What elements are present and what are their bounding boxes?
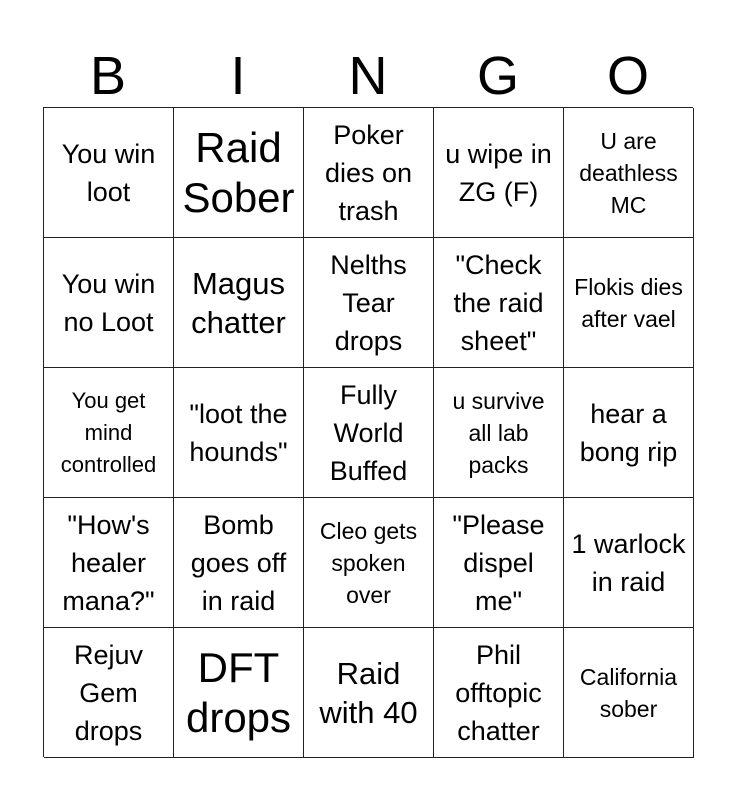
bingo-cell-text: Rejuv Gem drops	[73, 639, 144, 746]
bingo-cell[interactable]	[304, 108, 434, 238]
bingo-cell-text: Fully World Buffed	[329, 379, 408, 486]
bingo-cell[interactable]	[44, 108, 174, 238]
bingo-cell-text: "Check the raid sheet"	[453, 249, 544, 356]
bingo-cell[interactable]	[434, 238, 564, 368]
bingo-cell[interactable]	[174, 628, 304, 758]
bingo-cell[interactable]	[304, 628, 434, 758]
bingo-cell[interactable]	[434, 368, 564, 498]
bingo-cell[interactable]	[44, 498, 174, 628]
bingo-cell[interactable]	[434, 498, 564, 628]
bingo-cell[interactable]	[434, 108, 564, 238]
bingo-cell[interactable]	[44, 628, 174, 758]
bingo-cell[interactable]	[174, 108, 304, 238]
bingo-cell[interactable]	[174, 368, 304, 498]
bingo-cell-text: Bomb goes off in raid	[190, 509, 287, 616]
bingo-cell-text: U are deathless MC	[579, 127, 678, 218]
bingo-cell[interactable]	[44, 368, 174, 498]
bingo-cell-text: Magus chatter	[191, 265, 286, 340]
bingo-cell-text: 1 warlock in raid	[571, 528, 686, 597]
bingo-cell[interactable]	[174, 238, 304, 368]
bingo-cell[interactable]	[564, 108, 694, 238]
bingo-cell-text: Phil offtopic chatter	[455, 639, 542, 746]
bingo-cell-text: You win loot	[61, 138, 156, 207]
bingo-cell[interactable]	[174, 498, 304, 628]
bingo-cell-text: u wipe in ZG (F)	[445, 138, 552, 207]
bingo-cell[interactable]	[304, 368, 434, 498]
header-letter-b: B	[89, 46, 127, 106]
header-letter-o: O	[606, 46, 649, 106]
bingo-cell[interactable]	[564, 368, 694, 498]
bingo-cell[interactable]	[304, 498, 434, 628]
header-letter-n: N	[348, 46, 388, 106]
bingo-cell-text: Cleo gets spoken over	[319, 517, 418, 608]
header-letter-i: I	[230, 46, 246, 106]
bingo-card-grid	[43, 107, 693, 757]
bingo-cell[interactable]	[304, 238, 434, 368]
bingo-cell-text: "loot the hounds"	[189, 398, 288, 467]
bingo-cell-text: u survive all lab packs	[452, 387, 545, 478]
bingo-cell-text: hear a bong rip	[579, 398, 678, 467]
bingo-cell-text: "Please dispel me"	[452, 509, 545, 616]
bingo-cell-text: You get mind controlled	[60, 387, 157, 477]
bingo-cell-text: Flokis dies after vael	[574, 273, 683, 332]
bingo-cell[interactable]	[564, 628, 694, 758]
bingo-cell-text: Raid Sober	[182, 123, 295, 221]
bingo-cell[interactable]	[564, 498, 694, 628]
bingo-cell[interactable]	[564, 238, 694, 368]
bingo-cell-text: You win no Loot	[61, 268, 156, 337]
bingo-cell[interactable]	[434, 628, 564, 758]
bingo-cell-text: DFT drops	[185, 643, 292, 741]
bingo-cell-text: Nelths Tear drops	[330, 249, 407, 356]
bingo-cell-text: "How's healer mana?"	[62, 509, 155, 616]
bingo-cell-text: Raid with 40	[319, 655, 418, 730]
header-letter-g: G	[476, 46, 519, 106]
bingo-header	[43, 44, 693, 108]
bingo-cell-text: Poker dies on trash	[324, 119, 413, 226]
bingo-cell[interactable]	[44, 238, 174, 368]
bingo-cell-text: California sober	[579, 663, 678, 722]
